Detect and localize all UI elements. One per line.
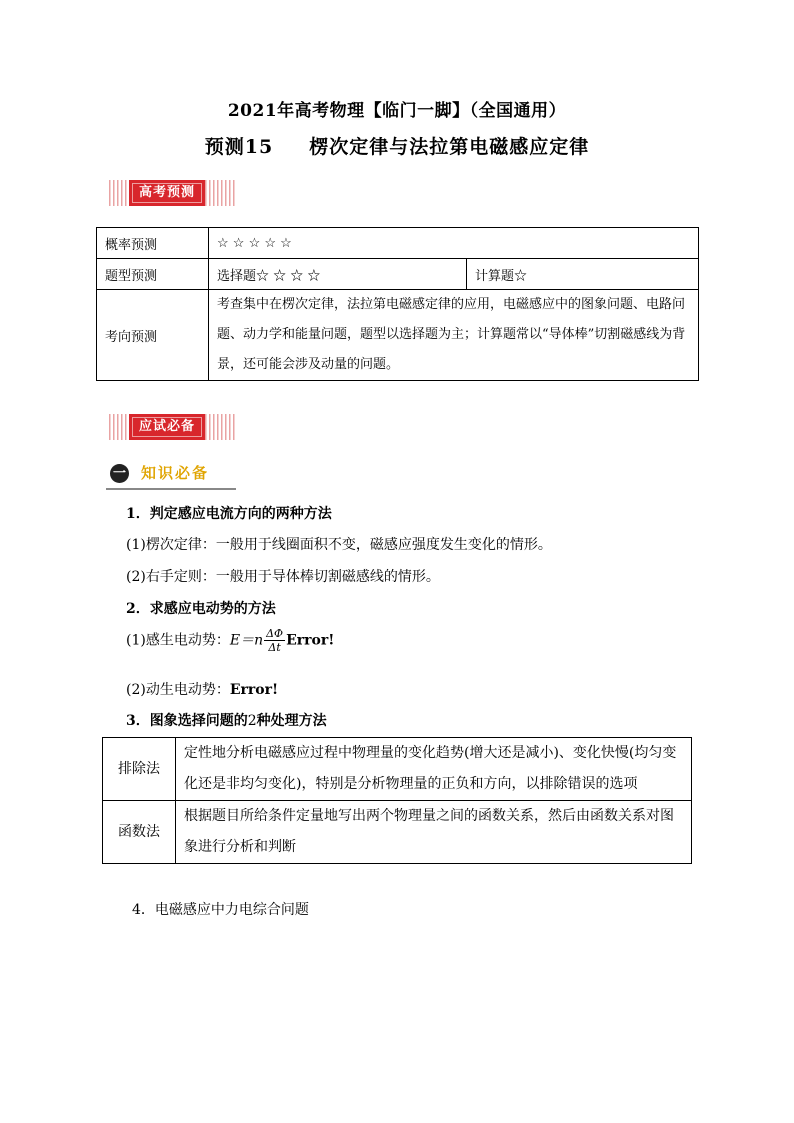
knowledge-heading <box>106 460 236 490</box>
heading-1: 1．判定感应电流方向的两种方法 <box>126 506 332 522</box>
heading-4: 4．电磁感应中力电综合问题 <box>132 902 309 918</box>
row-value: 考查集中在楞次定律，法拉第电磁感定律的应用，电磁感应中的图象问题、电路问题、动力学和能量问题，题型以选择题为主；计算题常以“导体棒”切割磁感线为背景，还可能会涉及动量的问题。 <box>209 290 699 381</box>
row-value: 选择题☆ ☆ ☆ ☆ <box>209 259 467 290</box>
table-row <box>103 738 692 801</box>
method-name: 函数法 <box>103 801 176 864</box>
paragraph-motional-emf: (2)动生电动势：Error! <box>126 682 279 698</box>
table-row <box>97 259 699 290</box>
heading-2: 2．求感应电动势的方法 <box>126 601 276 617</box>
section-banner-exam-prediction <box>109 180 235 206</box>
document-title: 2021年高考物理【临门一脚】（全国通用） <box>227 101 567 121</box>
prediction-table <box>96 227 699 381</box>
section-label: 高考预测 <box>129 180 205 206</box>
section-label: 应试必备 <box>129 414 205 440</box>
method-description: 定性地分析电磁感应过程中物理量的变化趋势(增大还是减小)、变化快慢(均匀变化还是非均匀变化)，特别是分析物理量的正负和方向，以排除错误的选项 <box>176 738 692 801</box>
row-value: 计算题☆ <box>467 259 699 290</box>
paragraph-lenz: (1)楞次定律：一般用于线圈面积不变，磁感应强度发生变化的情形。 <box>126 537 552 553</box>
formula: E＝n <box>229 632 264 649</box>
fraction: $\frac{\Delta\Phi}{\Delta t}$ <box>266 627 284 655</box>
paragraph-induced-emf: (1)感生电动势：E＝n $\frac{\Delta\Phi}{\Delta t}$ Error! <box>126 627 335 655</box>
prediction-number: 预测15 <box>204 136 274 158</box>
paragraph-right-hand: (2)右手定则：一般用于导体棒切割磁感线的情形。 <box>126 569 440 585</box>
heading-3: 3．图象选择问题的2种处理方法 <box>126 713 327 729</box>
number-badge: 一 <box>110 464 129 483</box>
divider <box>106 488 236 490</box>
method-name: 排除法 <box>103 738 176 801</box>
row-label: 题型预测 <box>97 259 209 290</box>
row-label: 概率预测 <box>97 228 209 259</box>
topic-title: 楞次定律与法拉第电磁感应定律 <box>309 136 590 158</box>
table-row <box>103 801 692 864</box>
method-description: 根据题目所给条件定量地写出两个物理量之间的函数关系，然后由函数关系对图象进行分析和判断 <box>176 801 692 864</box>
document-subtitle <box>0 132 794 159</box>
table-row <box>97 290 699 381</box>
methods-table <box>102 737 692 864</box>
section-banner-exam-prep <box>109 414 235 440</box>
row-label: 考向预测 <box>97 290 209 381</box>
knowledge-title: 知识必备 <box>141 464 210 482</box>
table-row <box>97 228 699 259</box>
row-value: ☆ ☆ ☆ ☆ ☆ <box>209 228 699 259</box>
